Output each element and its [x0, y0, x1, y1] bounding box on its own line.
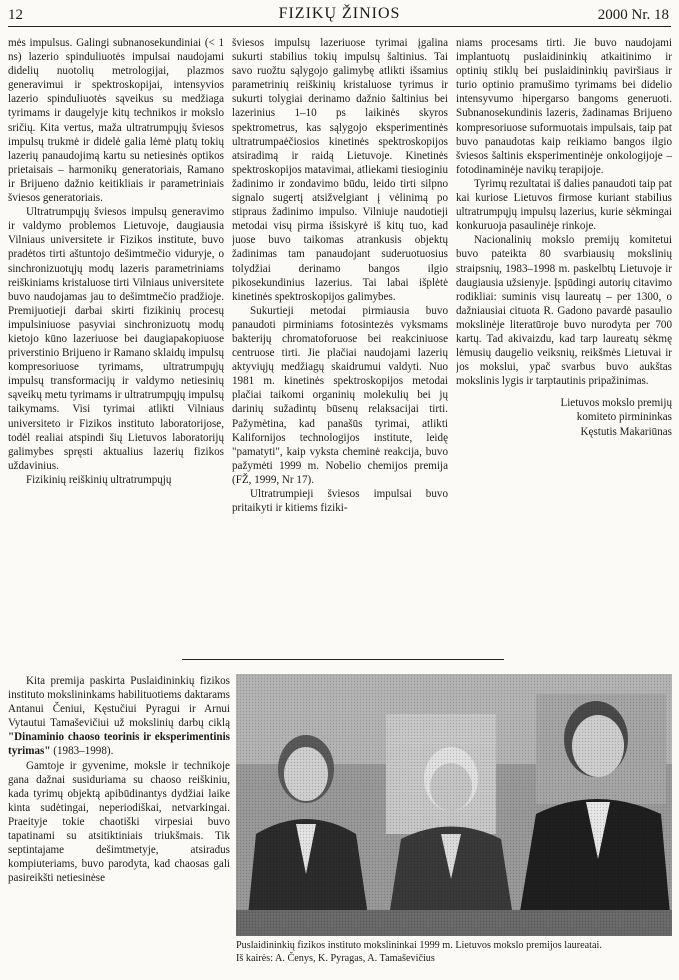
signature-line: Lietuvos mokslo premijų	[560, 397, 672, 410]
paragraph: šviesos impulsų lazeriuose tyrimai įgalina sukurti stabilius tokių impulsų šaltinius. Tai savo ruožtu sąlygojo galimybę atlikti išsamius parametrinių reiškinių kristaluose tyrimus ir sukurti tolygiai derinamo dažnio šaltinius bei lazerinius 1–10 ps laikinės skyros spektrometrus, kas sąlygojo eksperimentinės ultratrumpaėčiosios kinetinės spektroskopijos atsiradimą ir raidą Lietuvoje. Kinetinės spektroskopijos matavimai, atliekami tiesioginiu žadinimo ir zondavimo būdu, leido tirti silpno signalo sugertį atsižvelgiant į vėlinimą po stipraus žadinimo impulso. Vilniuje naudotieji metodai visų pirma išsiskyrė iš kitų tuo, kad juose buvo taikomas atrankusis objektų žadinimas tam panaudojant suderuotuosius tolydžiai derinamo bangos ilgio pikosekundinius lazerius. Tai labai išplėtė kinetinės spektroskopijos galimybes.	[232, 37, 448, 303]
paragraph: Sukurtieji metodai pirmiausia buvo panaudoti pirminiams fotosintezės vyksmams bakterijų chromatoforuose bei reakciniuose centruose tirti. Jie plačiai naudojami lazerių aktyviųjų medžiagų skaidrumui valdyti. Nuo 1981 m. kinetinės spektroskopijos metodai plačiai taikomi organinių molekulių bei jų darinių sužadintų būsenų relaksacijai tirti. Pažymėtina, kad panašūs tyrimai, atlikti Kalifornijos technologijos institute, leidę "pamatyti", kaip vyksta cheminė reakcija, buvo pažymėti 1999 m. Nobelio chemijos premija (FŽ, 1999, Nr 17).	[232, 304, 448, 486]
article2-column	[8, 674, 230, 974]
section-divider	[182, 659, 504, 660]
laureates-photo	[236, 674, 672, 936]
issue-number: 2000 Nr. 18	[597, 7, 669, 23]
article-column-2	[232, 36, 448, 646]
paragraph: Fizikinių reiškinių ultratrumpųjų	[26, 473, 172, 486]
paragraph: Tyrimų rezultatai iš dalies panaudoti taip pat kai kuriose Lietuvos firmose kuriant stabilius ultratrumpųjų impulsų lazerius, kurie sėkmingai konkuruoja pasaulinėje rinkoje.	[456, 177, 672, 233]
intro-years: (1983–1998).	[50, 745, 114, 758]
paragraph	[8, 674, 230, 759]
article-column-3	[456, 36, 672, 636]
paragraph: Ultratrumpieji šviesos impulsai buvo pritaikyti ir kitiems fiziki-	[232, 488, 448, 515]
work-title: "Dinaminio chaoso teorinis ir eksperimentinis tyrimas"	[8, 731, 230, 758]
paragraph: Gamtoje ir gyvenime, moksle ir technikoje gana dažnai susiduriama su chaoso reiškiniu, kada tyrimų objektą apibūdinantys dydžiai laike kinta sudėtingai, neperiodiškai, netvarkingai. Praeityje tokie chaotiški virpesiai buvo tapatinami su atsitiktiniais triukšmais. Tik septintajame dešimtmetyje, atsiradus kompiuteriams, buvo parodyta, kad chaosas gali pasireikšti netiesinėse	[8, 759, 230, 885]
signature-line: komiteto pirmininkas	[576, 411, 672, 424]
article-column-1	[8, 36, 224, 646]
masthead-title: FIZIKŲ ŽINIOS	[278, 5, 401, 22]
signature-name: Kęstutis Makariūnas	[580, 425, 672, 438]
intro-text: Kita premija paskirta Puslaidininkių fizikos instituto mokslininkams habilituotiems daktarams Antanui Čeniui, Kęstučiui Pyragui ir Arnui Vytautui Tamaševičiui už mokslinių darbų ciklą	[8, 675, 230, 730]
paragraph: Nacionalinių mokslo premijų komitetui buvo pateikta 80 svarbiausių mokslinių straipsnių, 1983–1998 m. paskelbtų Lietuvoje ir daugiausia užsienyje. Įspūdingi autorių citavimo rodikliai: suminis visų laureatų – per 1300, o dažniausiai cituota R. Gadono pavardė pasaulio mokslinėje literatūroje buvo nurodyta per 700 kartų. Tad akivaizdu, kad tarp laureatų sėkmę lėmusių daugelio veiksnių, reikšmės Lietuvai ir jos mokslui, ypač svarbus buvo aukštas mokslinis lygis ir tarptautinis pripažinimas.	[456, 234, 672, 388]
paragraph: Ultratrumpųjų šviesos impulsų generavimo ir valdymo problemos Lietuvoje, daugiausia Vilniaus universitete ir Fizikos institute, buvo pradėtos tirti aštuntojo dešimtmečio viduryje, o sinchronizuotųjų modų lazeris parametriniams reiškiniams kristaluose tirti Vilniaus universitete buvo naudojamas jau to dešimtmečio pradžioje. Premijuotieji darbai skirti fizikinių procesų impulsiniuose pasyviai sinchronizuotų modų kietojo kūno lazeriuose bei daugiapakopiuose priverstinio Brijueno ir Ramano sklaidų impulsų kompresoriuose tyrimams, ultratrumpųjų impulsų transformacijų ir valdymo netiesinių sąveikų metu tyrimams ir ultratrumpųjų impulsų taikymams. Visi tyrimai atlikti Vilniaus universiteto ir Fizikos instituto laboratorijose, todėl realiai atspindi šių Lietuvos laboratorijų galimybes spręsti aktualius lazerių fizikos uždavinius.	[8, 206, 224, 472]
paragraph: mės impulsus. Galingi subnanosekundiniai (< 1 ns) lazerio spinduliuotės impulsai naudojami didelių nuotolių metrologijai, plazmos generavimui ir spektroskopijai, intensyvios lazerio spinduliuotės sąveikus su medžiaga tyrimams ir daugelyje kitų technikos ir mokslo sričių. Kita vertus, maža ultratrumpųjų šviesos impulsų trukmė ir didelė galia lėmė platų tokių lazerių panaudojimą kartu su netiesinės optikos prietaisais – harmonikų generatoriais, Ramano ir Brijueno dažnio keitikliais ir parametriniais šviesos generatoriais.	[8, 37, 224, 205]
photo-caption	[236, 939, 676, 965]
paragraph: niams procesams tirti. Jie buvo naudojami implantuotų puslaidininkių atkaitinimo ir optinių stiklų bei puslaidininkių paviršiaus ir turio optinio pramušimo tyrimams bei didelio intensyvumo hipergarso bangoms generuoti. Subnanosekundinis lazeris, žadinamas Brijueno kompresoriuose suformuotais impulsais, taip pat buvo panaudotas kaip reikiamo bangos ilgio šviesos šaltinis eksperimentinėje onkologijoje – fotodinaminėje navikų terapijoje.	[456, 37, 672, 176]
photo-illustration	[236, 674, 672, 936]
caption-line: Iš kairės: A. Čenys, K. Pyragas, A. Tamaševičius	[236, 953, 435, 964]
caption-line: Puslaidininkių fizikos instituto mokslininkai 1999 m. Lietuvos mokslo premijos laureatai.	[236, 940, 602, 951]
author-signature	[456, 396, 672, 438]
page-header	[8, 4, 671, 27]
page-number: 12	[8, 7, 23, 23]
